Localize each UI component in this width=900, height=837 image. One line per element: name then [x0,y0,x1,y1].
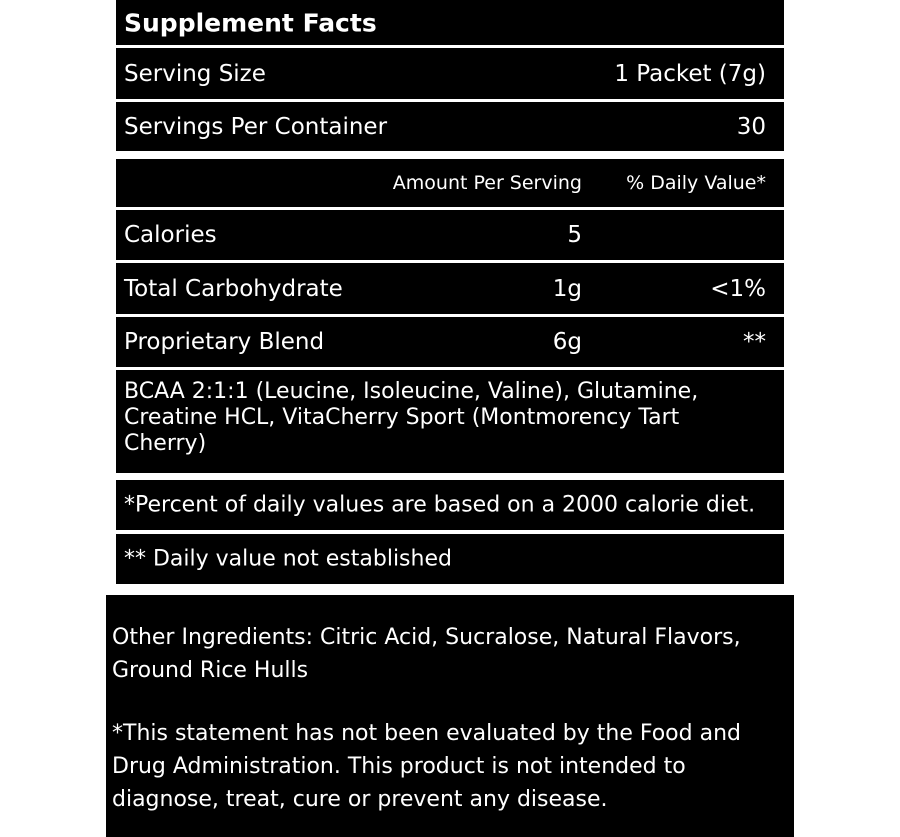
nutrient-dv: <1% [710,275,766,302]
nutrient-amount: 6g [552,329,582,355]
footnote-daily-value: *Percent of daily values are based on a 2000 calorie diet. [124,492,756,518]
servings-label: Servings Per Container [124,113,388,140]
nutrient-row-blend [116,317,784,367]
footnote-not-established: ** Daily value not established [124,546,452,572]
servings-value: 30 [736,113,766,140]
nutrient-dv: ** [743,329,766,355]
footnote-not-established-row [116,534,784,584]
footnote-daily-value-row [116,480,784,530]
column-header-row [116,159,784,207]
header-daily-value: % Daily Value* [626,172,766,194]
panel-title: Supplement Facts [124,8,377,37]
nutrient-row-calories [116,210,784,260]
blend-contents-row [116,370,784,473]
nutrient-name: Total Carbohydrate [124,275,343,302]
nutrient-row-carbohydrate [116,263,784,314]
nutrient-name: Proprietary Blend [124,329,325,355]
other-ingredients: Other Ingredients: Citric Acid, Sucralose, Natural Flavors, Ground Rice Hulls [112,625,741,683]
header-amount: Amount Per Serving [392,172,582,194]
title-row [116,0,784,45]
serving-size-row [116,48,784,99]
serving-size-value: 1 Packet (7g) [614,60,766,87]
nutrient-amount: 5 [567,222,582,248]
fda-disclaimer: *This statement has not been evaluated by the Food and Drug Administration. This product is not intended to diagnose, treat, cure or prevent any disease. [112,721,741,812]
nutrient-amount: 1g [552,275,582,302]
ingredients-section [106,595,794,837]
nutrient-name: Calories [124,222,217,248]
serving-size-label: Serving Size [124,60,266,87]
blend-contents: BCAA 2:1:1 (Leucine, Isoleucine, Valine), Glutamine, Creatine HCL, VitaCherry Sport (Montmorency Tart Cherry) [124,379,699,456]
servings-per-container-row [116,102,784,151]
